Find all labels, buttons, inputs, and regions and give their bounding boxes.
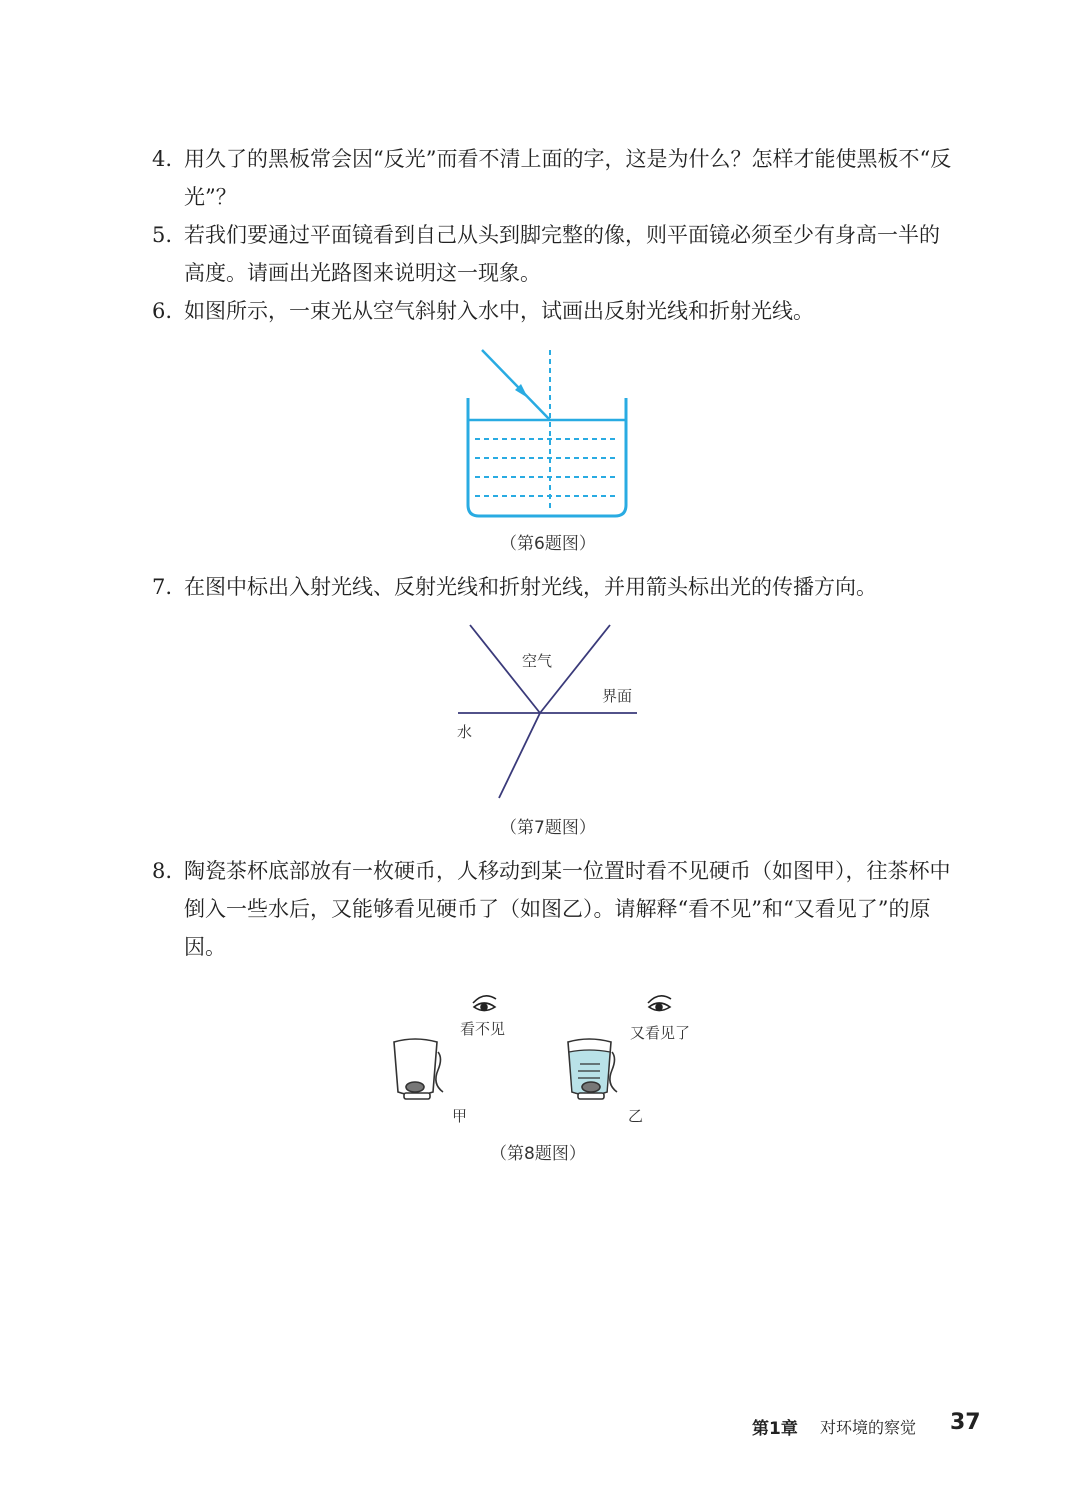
question-number: 6. [152, 299, 173, 323]
question-6 [152, 292, 952, 330]
page-footer [752, 1410, 982, 1440]
cup-b [568, 1039, 617, 1099]
figure-7-ray-diagram [450, 620, 650, 805]
question-text: 陶瓷茶杯底部放有一枚硬币，人移动到某一位置时看不见硬币（如图甲），往茶杯中倒入一些水后，又能够看见硬币了（如图乙）。请解释“看不见”和“又看见了”的原因。 [184, 859, 951, 959]
cup-b-label: 乙 [628, 1107, 644, 1125]
interface-label: 界面 [602, 687, 633, 705]
cup-b-eye-label: 又看见了 [630, 1024, 691, 1042]
figure-6-beaker-diagram [455, 340, 645, 525]
cup-a [394, 1039, 443, 1099]
cup-a-label: 甲 [452, 1107, 468, 1125]
question-text: 如图所示，一束光从空气斜射入水中，试画出反射光线和折射光线。 [184, 299, 814, 323]
question-number: 4. [152, 147, 173, 171]
figure-6-caption: （第6题图） [500, 534, 596, 554]
incident-ray [482, 350, 550, 420]
question-number: 5. [152, 223, 173, 247]
page-number: 37 [950, 1410, 981, 1435]
question-text: 在图中标出入射光线、反射光线和折射光线，并用箭头标出光的传播方向。 [184, 575, 877, 599]
question-8 [152, 852, 952, 966]
question-text: 用久了的黑板常会因“反光”而看不清上面的字，这是为什么？怎样才能使黑板不“反光”？ [184, 147, 952, 209]
light-ray-3 [499, 713, 540, 798]
question-number: 8. [152, 859, 173, 883]
question-4 [152, 140, 952, 216]
figure-7-caption: （第7题图） [500, 818, 596, 838]
question-number: 7. [152, 575, 173, 599]
question-7 [152, 568, 952, 606]
figure-8-caption: （第8题图） [490, 1144, 586, 1164]
cup-a-eye-label: 看不见 [460, 1020, 506, 1038]
chapter-title: 对环境的察觉 [820, 1418, 917, 1437]
eye-icon [473, 996, 496, 1011]
question-text: 若我们要通过平面镜看到自己从头到脚完整的像，则平面镜必须至少有身高一半的高度。请画出光路图来说明这一现象。 [184, 223, 940, 285]
air-label: 空气 [522, 652, 553, 670]
eye-icon [648, 996, 671, 1011]
water-label: 水 [457, 723, 473, 741]
chapter-number: 第1章 [752, 1419, 798, 1439]
figure-8-cups-diagram [380, 990, 710, 1125]
question-5 [152, 216, 952, 292]
